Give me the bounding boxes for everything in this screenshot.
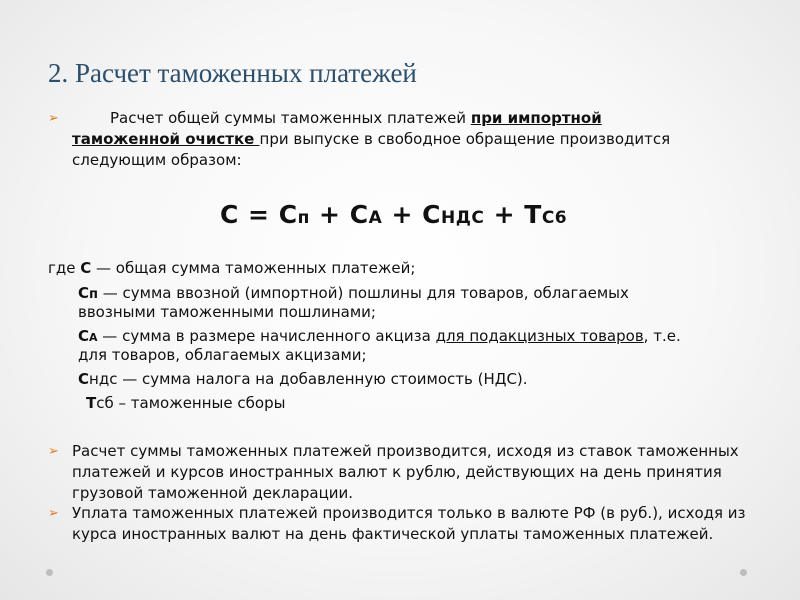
bullet-3-text: Уплата таможенных платежей производится только в валюте РФ (в руб.), исходя из курса иностранных валют на день фактической уплаты таможенных платежей. (72, 504, 746, 543)
bullet-1-text (72, 108, 702, 171)
formula-tsb-sub: С6 (541, 208, 568, 228)
formula-tsb: Т (524, 200, 542, 229)
bullet-2-text: Расчет суммы таможенных платежей производится, исходя из ставок таможенных платежей и курсов иностранных валют к рублю, действующих на день принятия грузовой таможенной декларации. (72, 442, 739, 502)
where-ca-line-2: для товаров, облагаемых акцизами; (78, 346, 367, 364)
where-tsb-text: – таможенные сборы (113, 394, 286, 412)
decorative-dot-right (740, 569, 747, 576)
formula-c: С = (220, 200, 270, 229)
bullet-1-emphasis: при импортной таможенной очистке (72, 109, 602, 148)
customs-formula (220, 200, 567, 229)
formula-ca: С (349, 200, 369, 229)
where-cnds-line (78, 369, 528, 390)
where-sp-symbol: С (78, 284, 90, 302)
bullet-1-part1: Расчет общей суммы таможенных платежей (110, 109, 471, 127)
formula-cnds-sub: НДС (441, 208, 485, 228)
formula-plus-1: + (319, 200, 341, 229)
where-prefix: где (48, 259, 81, 277)
where-tsb-line (86, 393, 285, 414)
decorative-dot-left (46, 569, 53, 576)
where-ca-sub: А (89, 331, 98, 344)
where-c-text: — общая сумма таможенных платежей; (91, 259, 416, 277)
where-cnds-sub: ндс (89, 370, 118, 388)
where-ca-underlined: для подакцизных товаров (435, 327, 644, 345)
where-tsb-sub: сб (96, 394, 114, 412)
slide-title: 2. Расчет таможенных платежей (48, 58, 417, 88)
bullet-1-part2: при выпуске в свободное обращение производится следующим образом: (72, 130, 671, 169)
where-tsb-symbol: Т (86, 394, 97, 412)
where-c-line (48, 258, 415, 279)
where-c-symbol: С (80, 259, 92, 277)
where-cnds-text: — сумма налога на добавленную стоимость (НДС). (117, 370, 528, 388)
bullet-arrow-icon: ➢ (48, 444, 59, 459)
bullet-arrow-icon: ➢ (48, 506, 59, 521)
where-sp-line-2: ввозными таможенными пошлинами; (78, 303, 376, 321)
formula-plus-2: + (391, 200, 413, 229)
bullet-arrow-icon: ➢ (48, 111, 59, 126)
formula-sp-sub: п (297, 208, 310, 228)
where-ca-text-end: , т.е. (643, 327, 681, 345)
where-ca-text: — сумма в размере начисленного акциза (97, 327, 436, 345)
where-sp-sub: п (89, 287, 98, 302)
where-cnds-symbol: С (78, 370, 90, 388)
formula-sp: С (278, 200, 298, 229)
where-ca-symbol: С (78, 327, 90, 345)
formula-plus-3: + (493, 200, 516, 229)
formula-ca-sub: А (368, 208, 383, 228)
formula-cnds: С (422, 200, 441, 229)
where-sp-text: — сумма ввозной (импортной) пошлины для товаров, облагаемых (98, 284, 629, 302)
